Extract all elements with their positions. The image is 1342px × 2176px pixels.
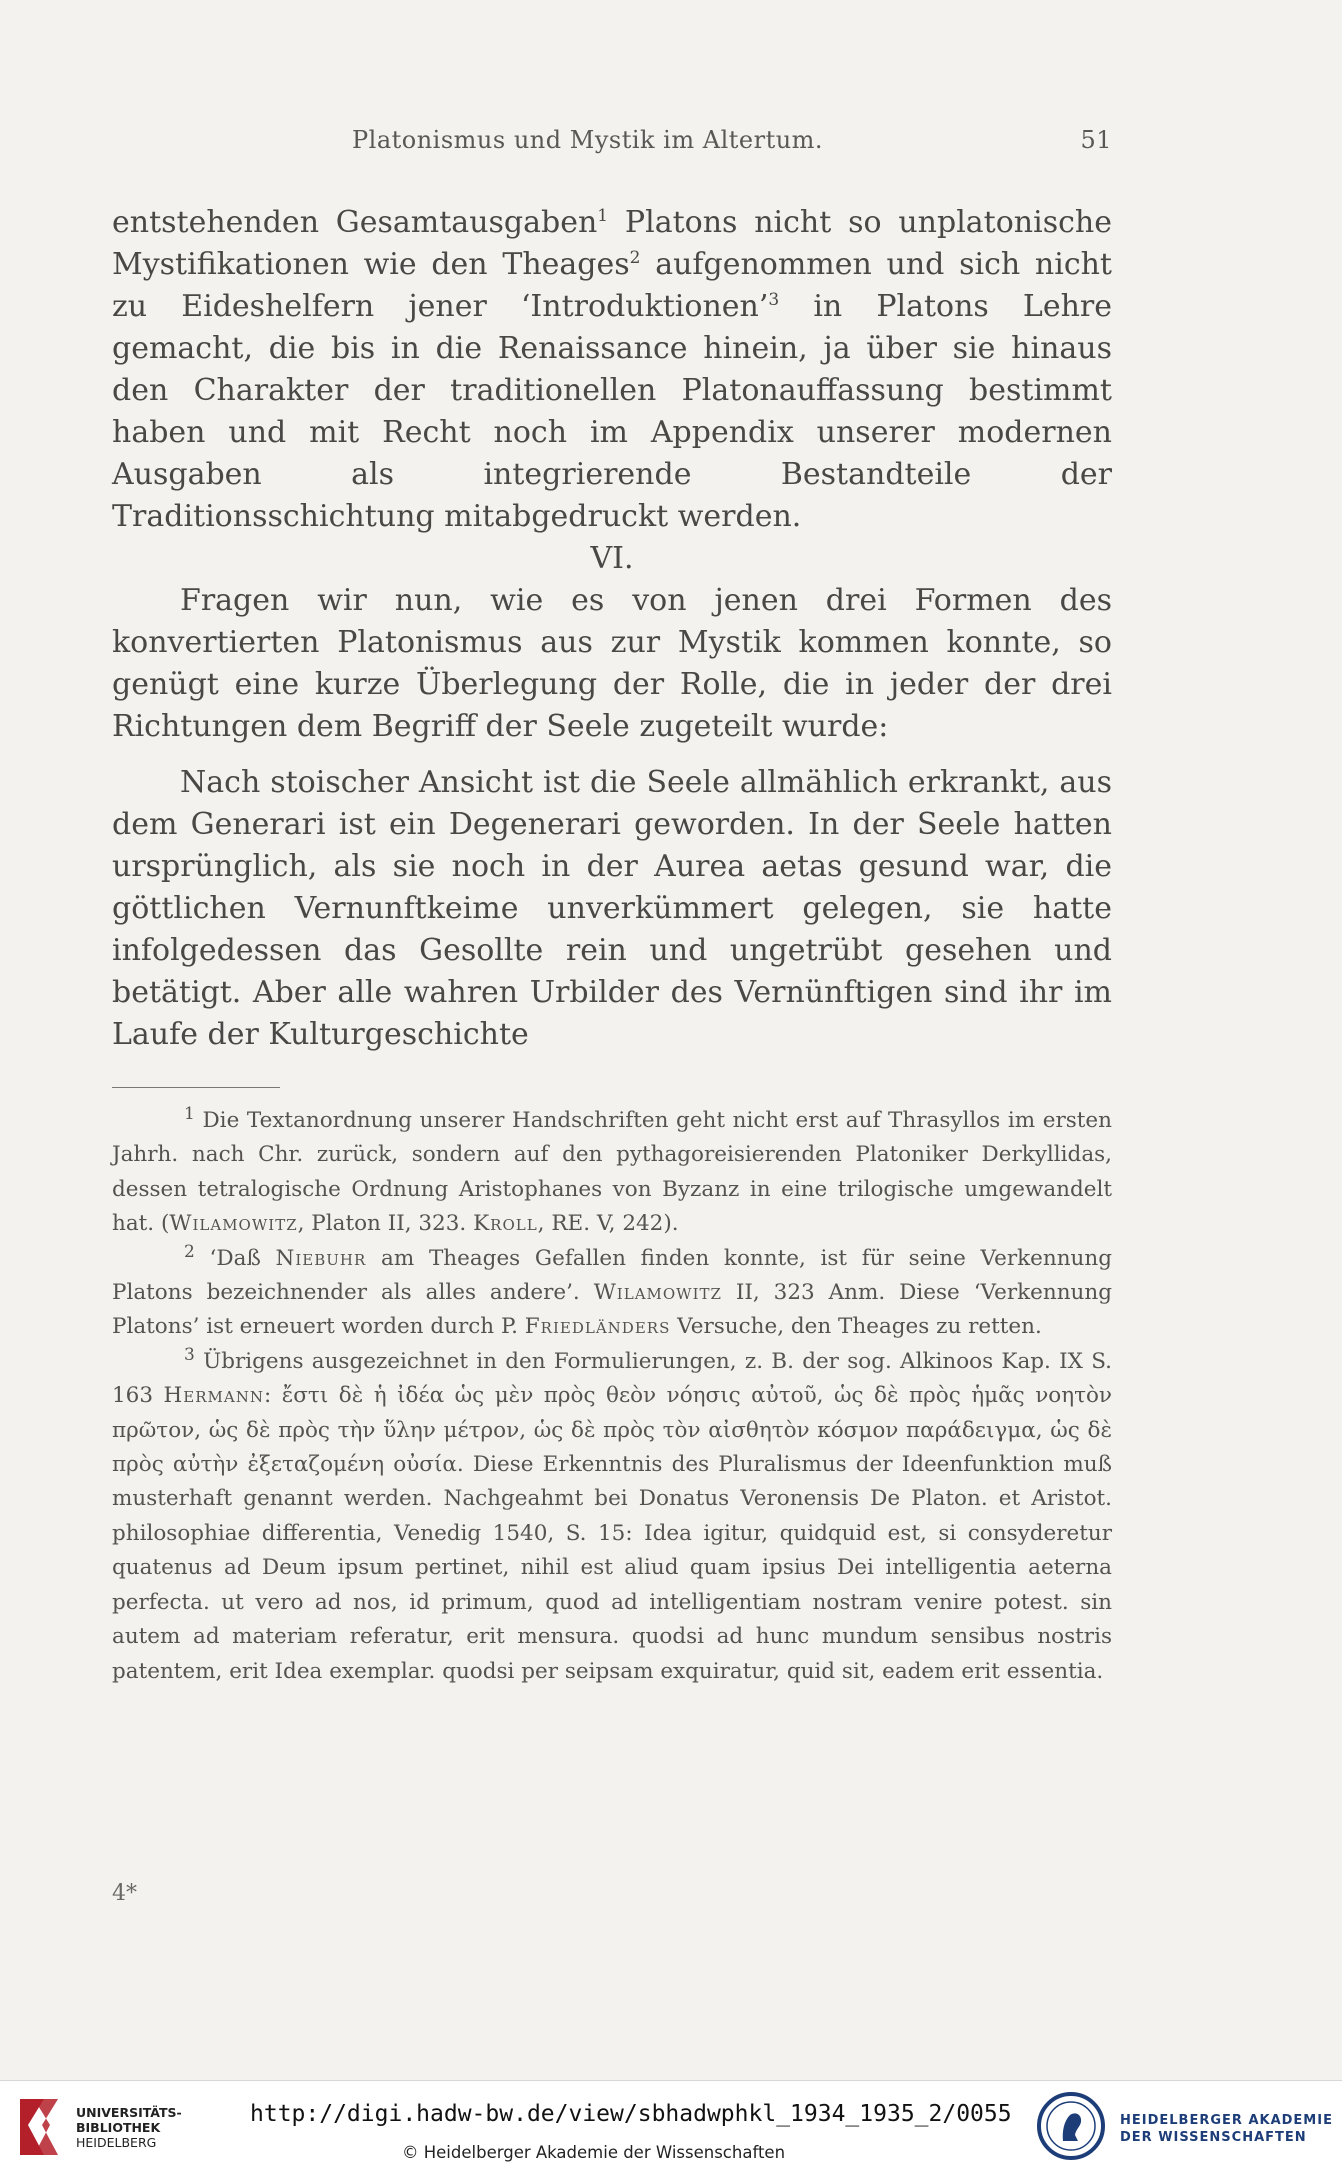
running-title: Platonismus und Mystik im Altertum. — [352, 126, 824, 154]
main-text — [112, 202, 1112, 1056]
footnote-2: $^2$ ‘Daß Niebuhr am Theages Gefallen finden konnte, ist für seine Verkennung Platons bezeichnender als alles andere’. Wilamowitz II, 323 Anm. Diese ‘Verkennung Platons’ ist erneuert worden durch P. Friedländers Versuche, den Theages zu retten. — [112, 1241, 1112, 1340]
paragraph-3: Nach stoischer Ansicht ist die Seele allmählich erkrankt, aus dem Generari ist ein Degenerari geworden. In der Seele hatten ursprünglich, als sie noch in der Aurea aetas gesund war, die göttlichen Vernunftkeime unverkümmert gelegen, sie hatte infolgedessen das Gesollte rein und ungetrübt gesehen und betätigt. Aber alle wahren Urbilder des Vernünftigen sind ihr im Laufe der Kulturgeschichte — [112, 765, 1112, 1052]
footnote-1: $^1$ Die Textanordnung unserer Handschriften geht nicht erst auf Thrasyllos im ersten Jahrh. nach Chr. zurück, sondern auf den pythagoreisierenden Platoniker Derkyllidas, dessen tetralogische Ordnung Aristophanes von Byzanz in eine trilogische umgewandelt hat. (Wilamowitz, Platon II, 323. Kroll, RE. V, 242). — [112, 1103, 1112, 1237]
footnote-separator — [112, 1087, 280, 1088]
viewer-footer — [0, 2080, 1342, 2176]
section-heading: VI. — [590, 541, 634, 576]
permalink-url[interactable]: http://digi.hadw-bw.de/view/sbhadwphkl_1934_1935_2/0055 — [250, 2101, 1012, 2127]
footnote-ref-3[interactable]: 3 — [768, 290, 780, 310]
running-header — [112, 126, 1112, 166]
paragraph-2: Fragen wir nun, wie es von jenen drei Formen des konvertierten Platonismus aus zur Mystik kommen konnte, so genügt eine kurze Überlegung der Rolle, die in jeder der drei Richtungen dem Begriff der Seele zugeteilt wurde: — [112, 583, 1112, 744]
signature-mark: 4* — [112, 1881, 137, 1906]
footnote-3: $^3$ Übrigens ausgezeichnet in den Formulierungen, z. B. der sog. Alkinoos Kap. IX S. 163 Hermann: ἔστι δὲ ἡ ἰδέα ὡς μὲν πρὸς θεὸν νόησις αὐτοῦ, ὡς δὲ πρὸς ἡμᾶς νοητὸν πρῶτον, ὡς δὲ πρὸς τὴν ὕλην μέτρον, ὡς δὲ πρὸς τὸν αἰσθητὸν κόσμον παράδειγμα, ὡς δὲ πρὸς αὐτὴν ἐξεταζομένη οὐσία. Diese Erkenntnis des Pluralismus der Ideenfunktion muß musterhaft genannt werden. Nachgeahmt bei Donatus Veronensis De Platon. et Aristot. philosophiae differentia, Venedig 1540, S. 15: Idea igitur, quidquid est, si consyderetur quatenus ad Deum ipsum pertinet, nihil est aliud quam ipsius Dei intelligentia aeterna perfecta. ut vero ad nos, id primum, quod ad intelligentiam nostram venire potest. sin autem ad materiam referatur, erit mensura. quodsi ad hunc mundum sensibus nostris patentem, erit Idea exemplar. quodsi per seipsam exquiratur, quid sit, eadem erit essentia. — [112, 1344, 1112, 1684]
footnote-ref-2[interactable]: 2 — [629, 248, 641, 268]
footnote-ref-1[interactable]: 1 — [597, 206, 609, 226]
library-name: UNIVERSITÄTS- BIBLIOTHEK HEIDELBERG — [76, 2105, 182, 2150]
footnotes — [112, 1104, 1112, 1689]
library-logo-icon[interactable] — [14, 2095, 68, 2159]
page-number: 51 — [1080, 126, 1112, 154]
paragraph-1: entstehenden Gesamtausgaben$^1$ Platons nicht so unplatonische Mystifikationen wie den Theages$^2$ aufgenommen und sich nicht zu Eideshelfern jener ‘Introduktionen’$^3$ in Platons Lehre gemacht, die bis in die Renaissance hinein, ja über sie hinaus den Charakter der traditionellen Platonauffassung bestimmt haben und mit Recht noch im Appendix unserer modernen Ausgaben als integrierende Bestandteile der Traditionsschichtung mitabgedruckt werden. — [112, 205, 1112, 534]
academy-name: HEIDELBERGER AKADEMIE DER WISSENSCHAFTEN — [1120, 2113, 1333, 2145]
copyright-notice: © Heidelberger Akademie der Wissenschaften — [402, 2143, 786, 2162]
academy-logo-icon[interactable] — [1036, 2091, 1106, 2161]
